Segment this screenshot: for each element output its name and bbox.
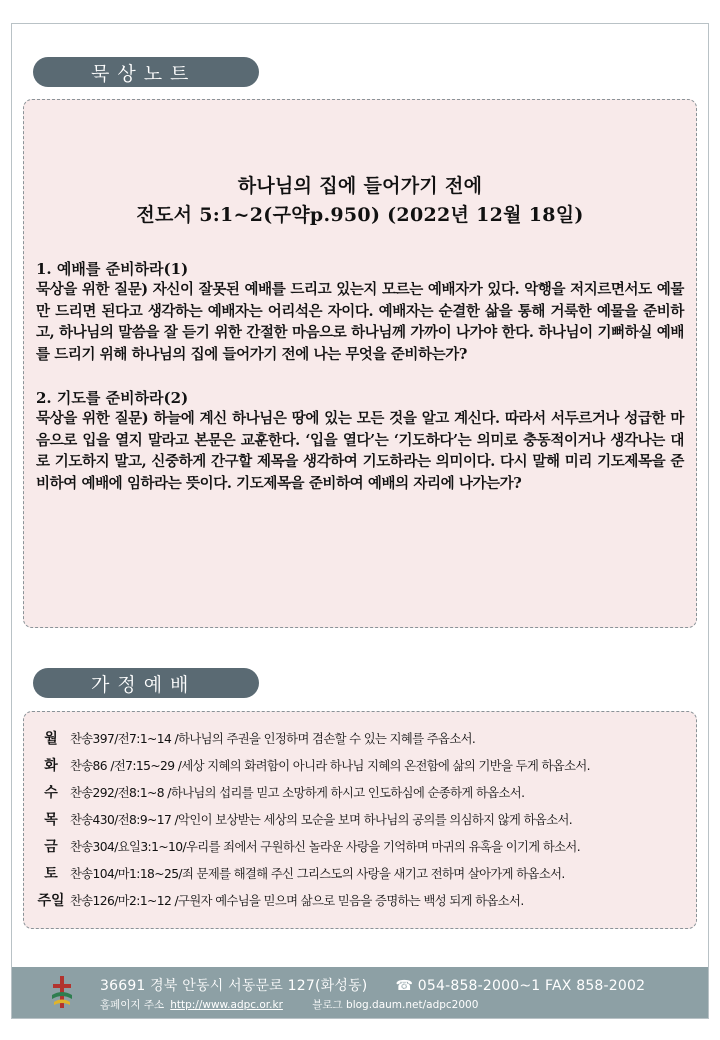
meditation-section-2 xyxy=(36,389,684,494)
homepage-label: 홈페이지 주소 xyxy=(100,999,165,1011)
footer xyxy=(12,967,708,1018)
footer-phone: ☎ 054-858-2000~1 FAX 858-2002 xyxy=(395,978,646,994)
worship-text: 찬송430/전8:9~17 /악인이 보상받는 세상의 모순을 보며 하나님의 공의를 의심하지 않게 하옵소서. xyxy=(70,812,573,827)
meditation-title: 하나님의 집에 들어가기 전에 xyxy=(237,175,483,197)
section-heading: 2. 기도를 준비하라(2) xyxy=(36,389,189,407)
footer-address: 36691 경북 안동시 서동문로 127(화성동) xyxy=(100,978,368,994)
worship-row-sat xyxy=(32,859,688,886)
meditation-heading: 묵상노트 xyxy=(33,57,259,87)
family-worship-box xyxy=(23,711,697,929)
worship-row-fri xyxy=(32,832,688,859)
meditation-section-1 xyxy=(36,260,684,365)
church-logo-icon xyxy=(50,975,74,1009)
worship-text: 찬송86 /전7:15~29 /세상 지혜의 화려함이 아니라 하나님 지혜의 온전함에 삶의 기반을 두게 하옵소서. xyxy=(70,758,590,773)
worship-text: 찬송292/전8:1~8 /하나님의 섭리를 믿고 소망하게 하시고 인도하심에 순종하게 하옵소서. xyxy=(70,785,525,800)
worship-text: 찬송304/요일3:1~10/우리를 죄에서 구원하신 놀라운 사랑을 기억하며 마귀의 유혹을 이기게 하소서. xyxy=(70,839,581,854)
section-body: 묵상을 위한 질문) 하늘에 계신 하나님은 땅에 있는 모든 것을 알고 계신다. 따라서 서두르거나 성급한 마음으로 입을 열지 말라고 본문은 교훈한다. ‘입을 열다’는 ‘기도하다’는 의미로 충동적이거나 생각나는 대로 기도하지 말고, 신중하게 간구할 제목을 생각하여 기도하라는 의미이다. 다시 말해 미리 기도제목을 준비하여 예배에 임하라는 뜻이다. 기도제목을 준비하여 예배의 자리에 나가는가? xyxy=(36,410,684,492)
family-worship-heading: 가정예배 xyxy=(33,668,259,698)
worship-row-mon xyxy=(32,724,688,751)
section-heading: 1. 예배를 준비하라(1) xyxy=(36,260,189,278)
section-body: 묵상을 위한 질문) 자신이 잘못된 예배를 드리고 있는지 모르는 예배자가 있다. 악행을 저지르면서도 예물만 드리면 된다고 생각하는 예배자는 어리석은 자이다. 예배자는 순결한 삶을 통해 거룩한 예물을 준비하고, 하나님의 말씀을 잘 듣기 위한 간절한 마음으로 하나님께 가까이 나가야 한다. 하나님이 기뻐하실 예배를 드리기 위해 하나님의 집에 들어가기 전에 나는 무엇을 준비하는가? xyxy=(36,281,684,363)
worship-day: 화 xyxy=(44,757,58,774)
worship-row-tue xyxy=(32,751,688,778)
worship-text: 찬송397/전7:1~14 /하나님의 주권을 인정하며 겸손할 수 있는 지혜를 주옵소서. xyxy=(70,731,476,746)
meditation-scripture: 전도서 5:1~2(구약p.950) (2022년 12월 18일) xyxy=(136,204,584,226)
worship-day: 수 xyxy=(44,784,58,801)
worship-day: 주일 xyxy=(37,892,65,909)
worship-row-thu xyxy=(32,805,688,832)
worship-text: 찬송104/마1:18~25/죄 문제를 해결해 주신 그리스도의 사랑을 새기고 전하며 살아가게 하옵소서. xyxy=(70,866,565,881)
worship-row-sun xyxy=(32,886,688,913)
homepage-link[interactable]: http://www.adpc.or.kr xyxy=(170,999,283,1011)
worship-day: 금 xyxy=(44,838,58,855)
worship-day: 월 xyxy=(44,730,58,747)
worship-day: 토 xyxy=(44,865,58,882)
meditation-box xyxy=(23,99,697,628)
worship-row-wed xyxy=(32,778,688,805)
footer-links xyxy=(100,997,478,1012)
footer-contact xyxy=(100,975,645,995)
worship-text: 찬송126/마2:1~12 /구원자 예수님을 믿으며 삶으로 믿음을 증명하는 백성 되게 하옵소서. xyxy=(70,893,524,908)
blog-url: blog.daum.net/adpc2000 xyxy=(346,999,479,1011)
worship-day: 목 xyxy=(44,811,58,828)
blog-label: 블로그 xyxy=(312,999,343,1011)
